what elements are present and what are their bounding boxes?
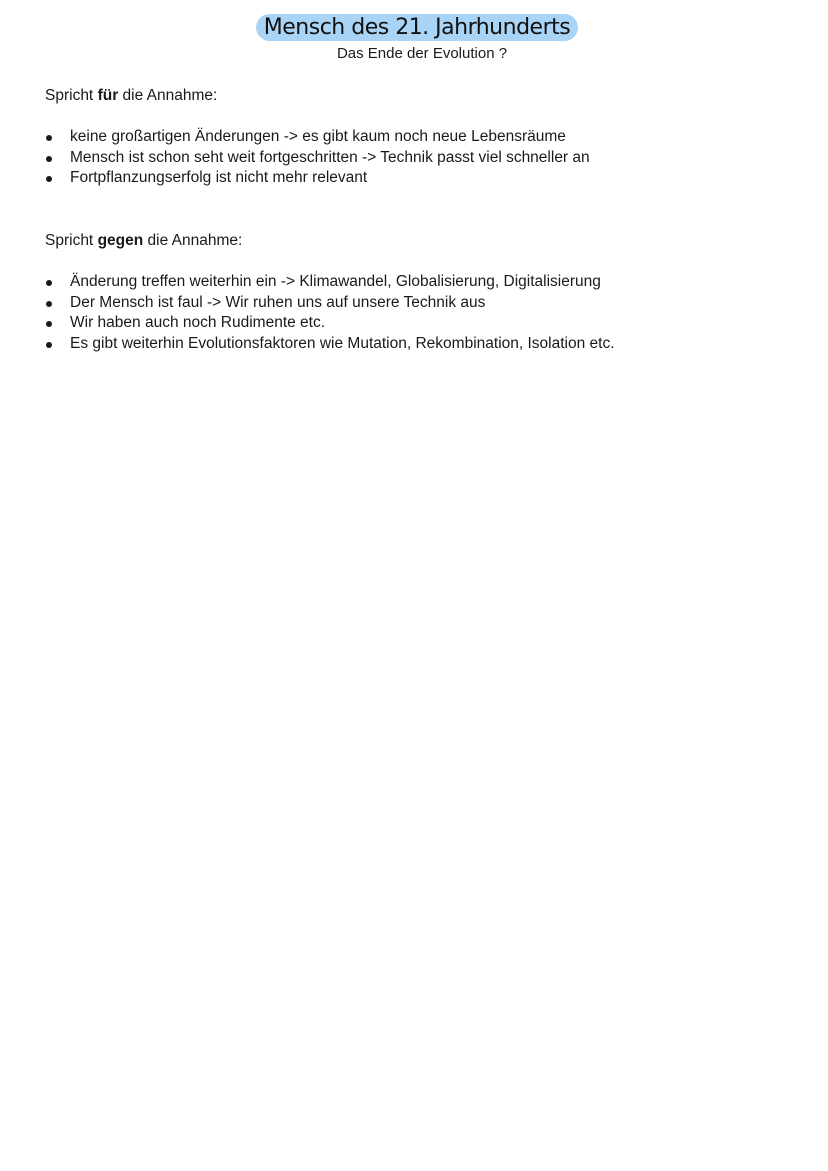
- list-item: [45, 127, 590, 148]
- list-item: [45, 168, 590, 189]
- pro-list: [45, 127, 590, 189]
- bullet-icon: [46, 280, 52, 286]
- contra-list: [45, 272, 615, 355]
- list-item-text: Es gibt weiterhin Evolutionsfaktoren wie Mutation, Rekombination, Isolation etc.: [70, 335, 615, 353]
- list-item: [45, 148, 590, 169]
- bullet-icon: [46, 321, 52, 327]
- list-item-text: Der Mensch ist faul -> Wir ruhen uns auf unsere Technik aus: [70, 293, 486, 311]
- list-item-text: Fortpflanzungserfolg ist nicht mehr relevant: [70, 169, 368, 187]
- section-heading-contra: [45, 232, 242, 250]
- title-wrapper: [0, 14, 828, 41]
- page-title: Mensch des 21. Jahrhunderts: [256, 14, 578, 41]
- page-subtitle: Das Ende der Evolution ?: [336, 45, 508, 62]
- list-item: [45, 313, 615, 334]
- bullet-icon: [46, 176, 52, 182]
- list-item: [45, 334, 615, 355]
- heading-suffix: die Annahme:: [143, 232, 243, 249]
- bullet-icon: [46, 156, 52, 162]
- list-item-text: Wir haben auch noch Rudimente etc.: [70, 314, 326, 332]
- bullet-icon: [46, 301, 52, 307]
- heading-prefix: Spricht: [45, 87, 98, 104]
- list-item: [45, 272, 615, 293]
- heading-suffix: die Annahme:: [118, 87, 218, 104]
- list-item-text: Änderung treffen weiterhin ein -> Klimawandel, Globalisierung, Digitalisierung: [70, 273, 601, 290]
- heading-bold: für: [97, 87, 119, 104]
- section-heading-pro: [45, 87, 217, 105]
- heading-prefix: Spricht: [45, 232, 98, 249]
- bullet-icon: [46, 135, 52, 141]
- list-item-text: keine großartigen Änderungen -> es gibt kaum noch neue Lebensräume: [70, 128, 566, 145]
- list-item-text: Mensch ist schon seht weit fortgeschritten -> Technik passt viel schneller an: [70, 148, 590, 166]
- list-item: [45, 293, 615, 314]
- heading-bold: gegen: [97, 232, 144, 249]
- bullet-icon: [46, 342, 52, 348]
